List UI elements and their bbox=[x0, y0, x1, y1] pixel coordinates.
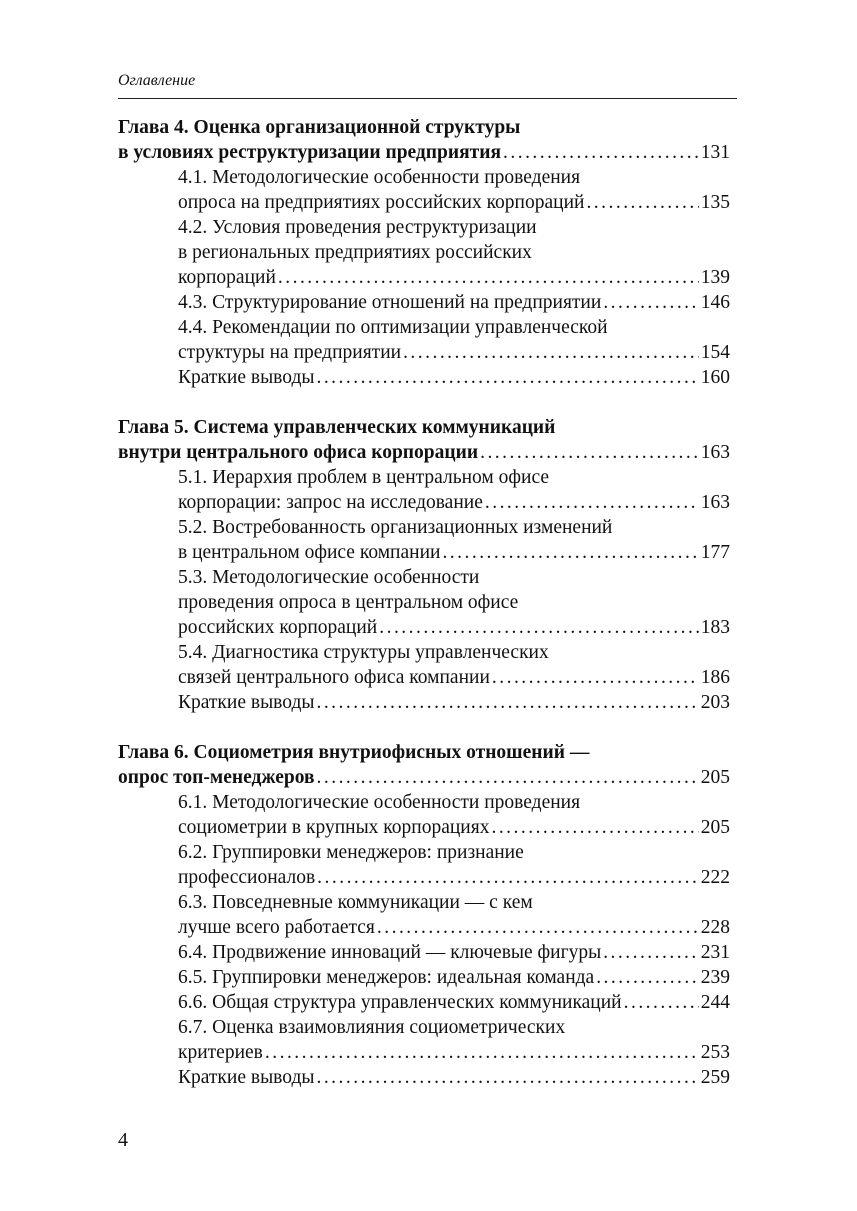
section-entry bbox=[118, 615, 730, 640]
section-entry bbox=[118, 965, 730, 990]
running-header-title: Оглавление bbox=[118, 72, 196, 89]
section-title-line: 4.1. Методологические особенности проведения bbox=[178, 167, 581, 188]
dot-leader bbox=[603, 290, 698, 315]
chapter-title-line: Глава 5. Система управленческих коммуникаций bbox=[118, 417, 556, 438]
dot-leader bbox=[379, 615, 699, 640]
page-ref: 135 bbox=[700, 192, 730, 213]
section-entry bbox=[118, 290, 730, 315]
entry-title: опрос топ-менеджеров bbox=[118, 767, 315, 788]
entry-title: 6.5. Группировки менеджеров: идеальная команда bbox=[178, 967, 595, 988]
section-title-line: 5.3. Методологические особенности bbox=[178, 567, 480, 588]
section-entry bbox=[118, 365, 730, 390]
entry-title: 6.6. Общая структура управленческих коммуникаций bbox=[178, 992, 622, 1013]
entry-title: в условиях реструктуризации предприятия bbox=[118, 142, 502, 163]
entry-title: Краткие выводы bbox=[178, 367, 315, 388]
table-of-contents bbox=[118, 115, 730, 1115]
page-ref: 231 bbox=[700, 942, 730, 963]
section-title-line: 5.4. Диагностика структуры управленческих bbox=[178, 642, 549, 663]
page-ref: 244 bbox=[700, 992, 730, 1013]
section-entry bbox=[118, 1040, 730, 1065]
page-ref: 228 bbox=[700, 917, 730, 938]
section-entry bbox=[118, 1065, 730, 1090]
dot-leader bbox=[596, 965, 699, 990]
toc-chapter bbox=[118, 115, 730, 390]
page-number: 4 bbox=[118, 1129, 128, 1151]
dot-leader bbox=[316, 690, 698, 715]
entry-title: корпораций bbox=[178, 267, 276, 288]
section-entry bbox=[118, 815, 730, 840]
page-ref: 259 bbox=[700, 1067, 730, 1088]
page-ref: 154 bbox=[700, 342, 730, 363]
dot-leader bbox=[492, 665, 699, 690]
entry-title: социометрии в крупных корпорациях bbox=[178, 817, 490, 838]
section-title-line: 5.1. Иерархия проблем в центральном офисе bbox=[178, 467, 549, 488]
chapter-entry bbox=[118, 440, 730, 465]
entry-title: профессионалов bbox=[178, 867, 316, 888]
page-ref: 160 bbox=[700, 367, 730, 388]
dot-leader bbox=[485, 490, 699, 515]
section-title-line: 4.2. Условия проведения реструктуризации bbox=[178, 217, 537, 238]
entry-title: 6.4. Продвижение инноваций — ключевые фигуры bbox=[178, 942, 602, 963]
section-entry bbox=[118, 940, 730, 965]
page-ref: 203 bbox=[700, 692, 730, 713]
page-ref: 131 bbox=[700, 142, 730, 163]
section-title-line: 4.4. Рекомендации по оптимизации управленческой bbox=[178, 317, 608, 338]
section-entry bbox=[118, 490, 730, 515]
entry-title: корпорации: запрос на исследование bbox=[178, 492, 483, 513]
page-ref: 239 bbox=[700, 967, 730, 988]
page-ref: 222 bbox=[700, 867, 730, 888]
dot-leader bbox=[316, 1065, 698, 1090]
chapter-title-line: Глава 6. Социометрия внутриофисных отношений — bbox=[118, 742, 590, 763]
section-title-line: 6.3. Повседневные коммуникации — с кем bbox=[178, 892, 533, 913]
dot-leader bbox=[316, 365, 698, 390]
entry-title: Краткие выводы bbox=[178, 692, 315, 713]
section-title-line: 6.2. Группировки менеджеров: признание bbox=[178, 842, 524, 863]
section-entry bbox=[118, 990, 730, 1015]
section-entry bbox=[118, 915, 730, 940]
entry-title: российских корпораций bbox=[178, 617, 378, 638]
page-ref: 186 bbox=[700, 667, 730, 688]
dot-leader bbox=[377, 915, 699, 940]
dot-leader bbox=[317, 765, 699, 790]
entry-title: 4.3. Структурирование отношений на предприятии bbox=[178, 292, 602, 313]
section-entry bbox=[118, 265, 730, 290]
section-title-line: проведения опроса в центральном офисе bbox=[178, 592, 519, 613]
toc-chapter bbox=[118, 415, 730, 715]
dot-leader bbox=[278, 265, 699, 290]
section-title-line: 5.2. Востребованность организационных изменений bbox=[178, 517, 613, 538]
dot-leader bbox=[442, 540, 698, 565]
section-title-line: 6.1. Методологические особенности проведения bbox=[178, 792, 581, 813]
entry-title: опроса на предприятиях российских корпораций bbox=[178, 192, 585, 213]
section-entry bbox=[118, 540, 730, 565]
entry-title: структуры на предприятии bbox=[178, 342, 402, 363]
entry-title: лучше всего работается bbox=[178, 917, 375, 938]
page-ref: 253 bbox=[700, 1042, 730, 1063]
section-entry bbox=[118, 865, 730, 890]
section-entry bbox=[118, 340, 730, 365]
page-ref: 205 bbox=[700, 767, 730, 788]
entry-title: критериев bbox=[178, 1042, 263, 1063]
dot-leader bbox=[624, 990, 699, 1015]
entry-title: связей центрального офиса компании bbox=[178, 667, 490, 688]
section-entry bbox=[118, 690, 730, 715]
section-title-line: 6.7. Оценка взаимовлияния социометрических bbox=[178, 1017, 566, 1038]
dot-leader bbox=[480, 440, 699, 465]
entry-title: в центральном офисе компании bbox=[178, 542, 441, 563]
section-title-line: в региональных предприятиях российских bbox=[178, 242, 532, 263]
dot-leader bbox=[586, 190, 698, 215]
entry-title: внутри центрального офиса корпорации bbox=[118, 442, 479, 463]
page-ref: 177 bbox=[700, 542, 730, 563]
dot-leader bbox=[317, 865, 699, 890]
dot-leader bbox=[265, 1040, 699, 1065]
dot-leader bbox=[403, 340, 699, 365]
page-ref: 163 bbox=[700, 442, 730, 463]
dot-leader bbox=[491, 815, 698, 840]
dot-leader bbox=[603, 940, 699, 965]
chapter-title-line: Глава 4. Оценка организационной структуры bbox=[118, 117, 521, 138]
page-ref: 183 bbox=[700, 617, 730, 638]
chapter-entry bbox=[118, 140, 730, 165]
page-ref: 139 bbox=[700, 267, 730, 288]
section-entry bbox=[118, 190, 730, 215]
running-header bbox=[118, 70, 737, 99]
toc-chapter bbox=[118, 740, 730, 1090]
chapter-entry bbox=[118, 765, 730, 790]
entry-title: Краткие выводы bbox=[178, 1067, 315, 1088]
section-entry bbox=[118, 665, 730, 690]
dot-leader bbox=[503, 140, 699, 165]
page-ref: 205 bbox=[700, 817, 730, 838]
page-ref: 146 bbox=[700, 292, 730, 313]
page-ref: 163 bbox=[700, 492, 730, 513]
